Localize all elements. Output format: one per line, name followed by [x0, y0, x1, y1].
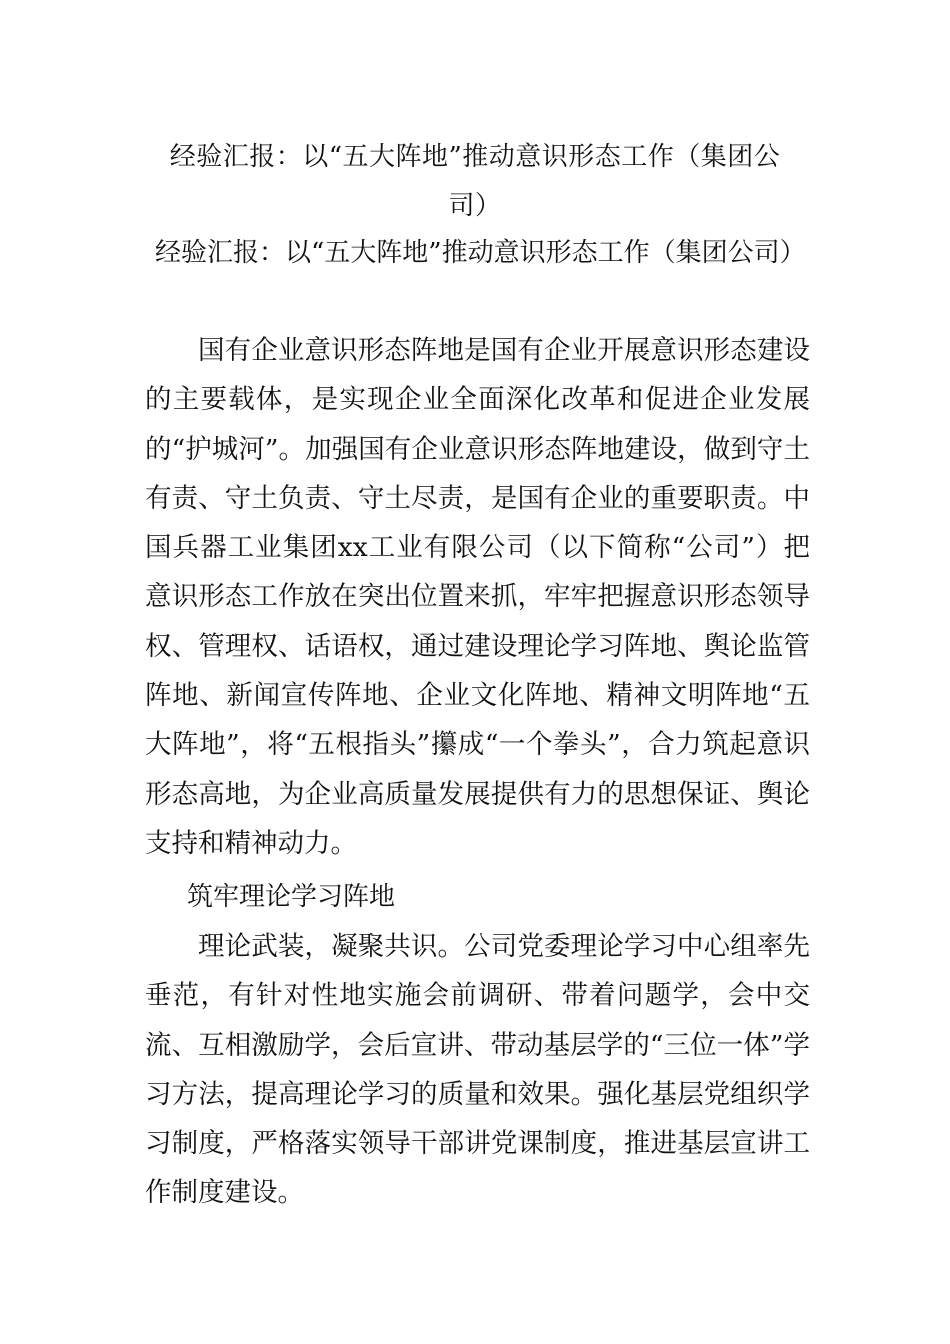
document-subtitle: 经验汇报：以“五大阵地”推动意识形态工作（集团公司） [155, 238, 806, 268]
document-title: 经验汇报：以“五大阵地”推动意识形态工作（集团公司） [169, 142, 781, 221]
body-paragraph: 国有企业意识形态阵地是国有企业开展意识形态建设的主要载体，是实现企业全面深化改革和促进企业发展的“护城河”。加强国有企业意识形态阵地建设，做到守土有责、守土负责、守土尽责，是国有企业的重要职责。中国兵器工业集团xx工业有限公司（以下简称“公司”）把意识形态工作放在突出位置来抓，牢牢把握意识形态领导权、管理权、话语权，通过建设理论学习阵地、舆论监管阵地、新闻宣传阵地、企业文化阵地、精神文明阵地“五大阵地”，将“五根指头”攥成“一个拳头”，合力筑起意识形态高地，为企业高质量发展提供有力的思想保证、舆论支持和精神动力。 [145, 335, 810, 859]
section-heading: 筑牢理论学习阵地 [187, 882, 396, 912]
section-paragraph: 理论武装，凝聚共识。公司党委理论学习中心组率先垂范，有针对性地实施会前调研、带着问题学，会中交流、互相激励学，会后宣讲、带动基层学的“三位一体”学习方法，提高理论学习的质量和效果。强化基层党组织学习制度，严格落实领导干部讲党课制度，推进基层宣讲工作制度建设。 [145, 931, 810, 1209]
